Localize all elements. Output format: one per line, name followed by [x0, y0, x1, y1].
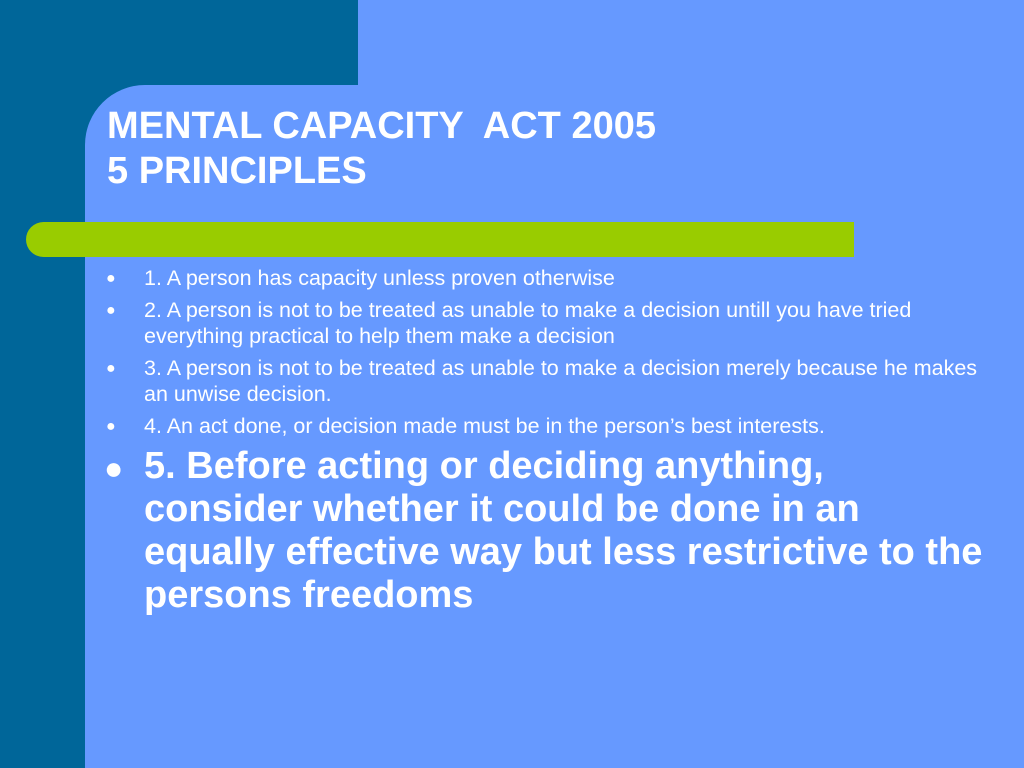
principle-item-1: [104, 265, 984, 291]
dark-top-panel: [0, 0, 358, 85]
principles-list: [104, 265, 984, 617]
principle-item-2: [104, 297, 984, 349]
principle-text-5: 5. Before acting or deciding anything, consider whether it could be done in an equally effective way but less restrictive to the persons freedoms: [144, 445, 983, 616]
bullet-icon: ●: [104, 450, 124, 486]
principle-item-5: [104, 445, 984, 617]
principle-text-4: 4. An act done, or decision made must be in the person’s best interests.: [144, 414, 825, 438]
principle-text-2: 2. A person is not to be treated as unable to make a decision untill you have tried everything practical to help them make a decision: [144, 298, 912, 348]
bullet-icon: ●: [106, 302, 116, 319]
accent-bar: [26, 222, 854, 257]
bullet-icon: ●: [106, 270, 116, 287]
slide-title: [107, 104, 987, 194]
bullet-icon: ●: [106, 418, 116, 435]
bullet-icon: ●: [106, 360, 116, 377]
title-line-1: MENTAL CAPACITY ACT 2005: [107, 105, 656, 147]
principle-item-4: [104, 413, 984, 439]
title-line-2: 5 PRINCIPLES: [107, 150, 367, 192]
principle-item-3: [104, 355, 984, 407]
principle-text-3: 3. A person is not to be treated as unable to make a decision merely because he makes an unwise decision.: [144, 356, 978, 406]
principle-text-1: 1. A person has capacity unless proven otherwise: [144, 266, 615, 290]
dark-side-panel: [0, 0, 85, 768]
